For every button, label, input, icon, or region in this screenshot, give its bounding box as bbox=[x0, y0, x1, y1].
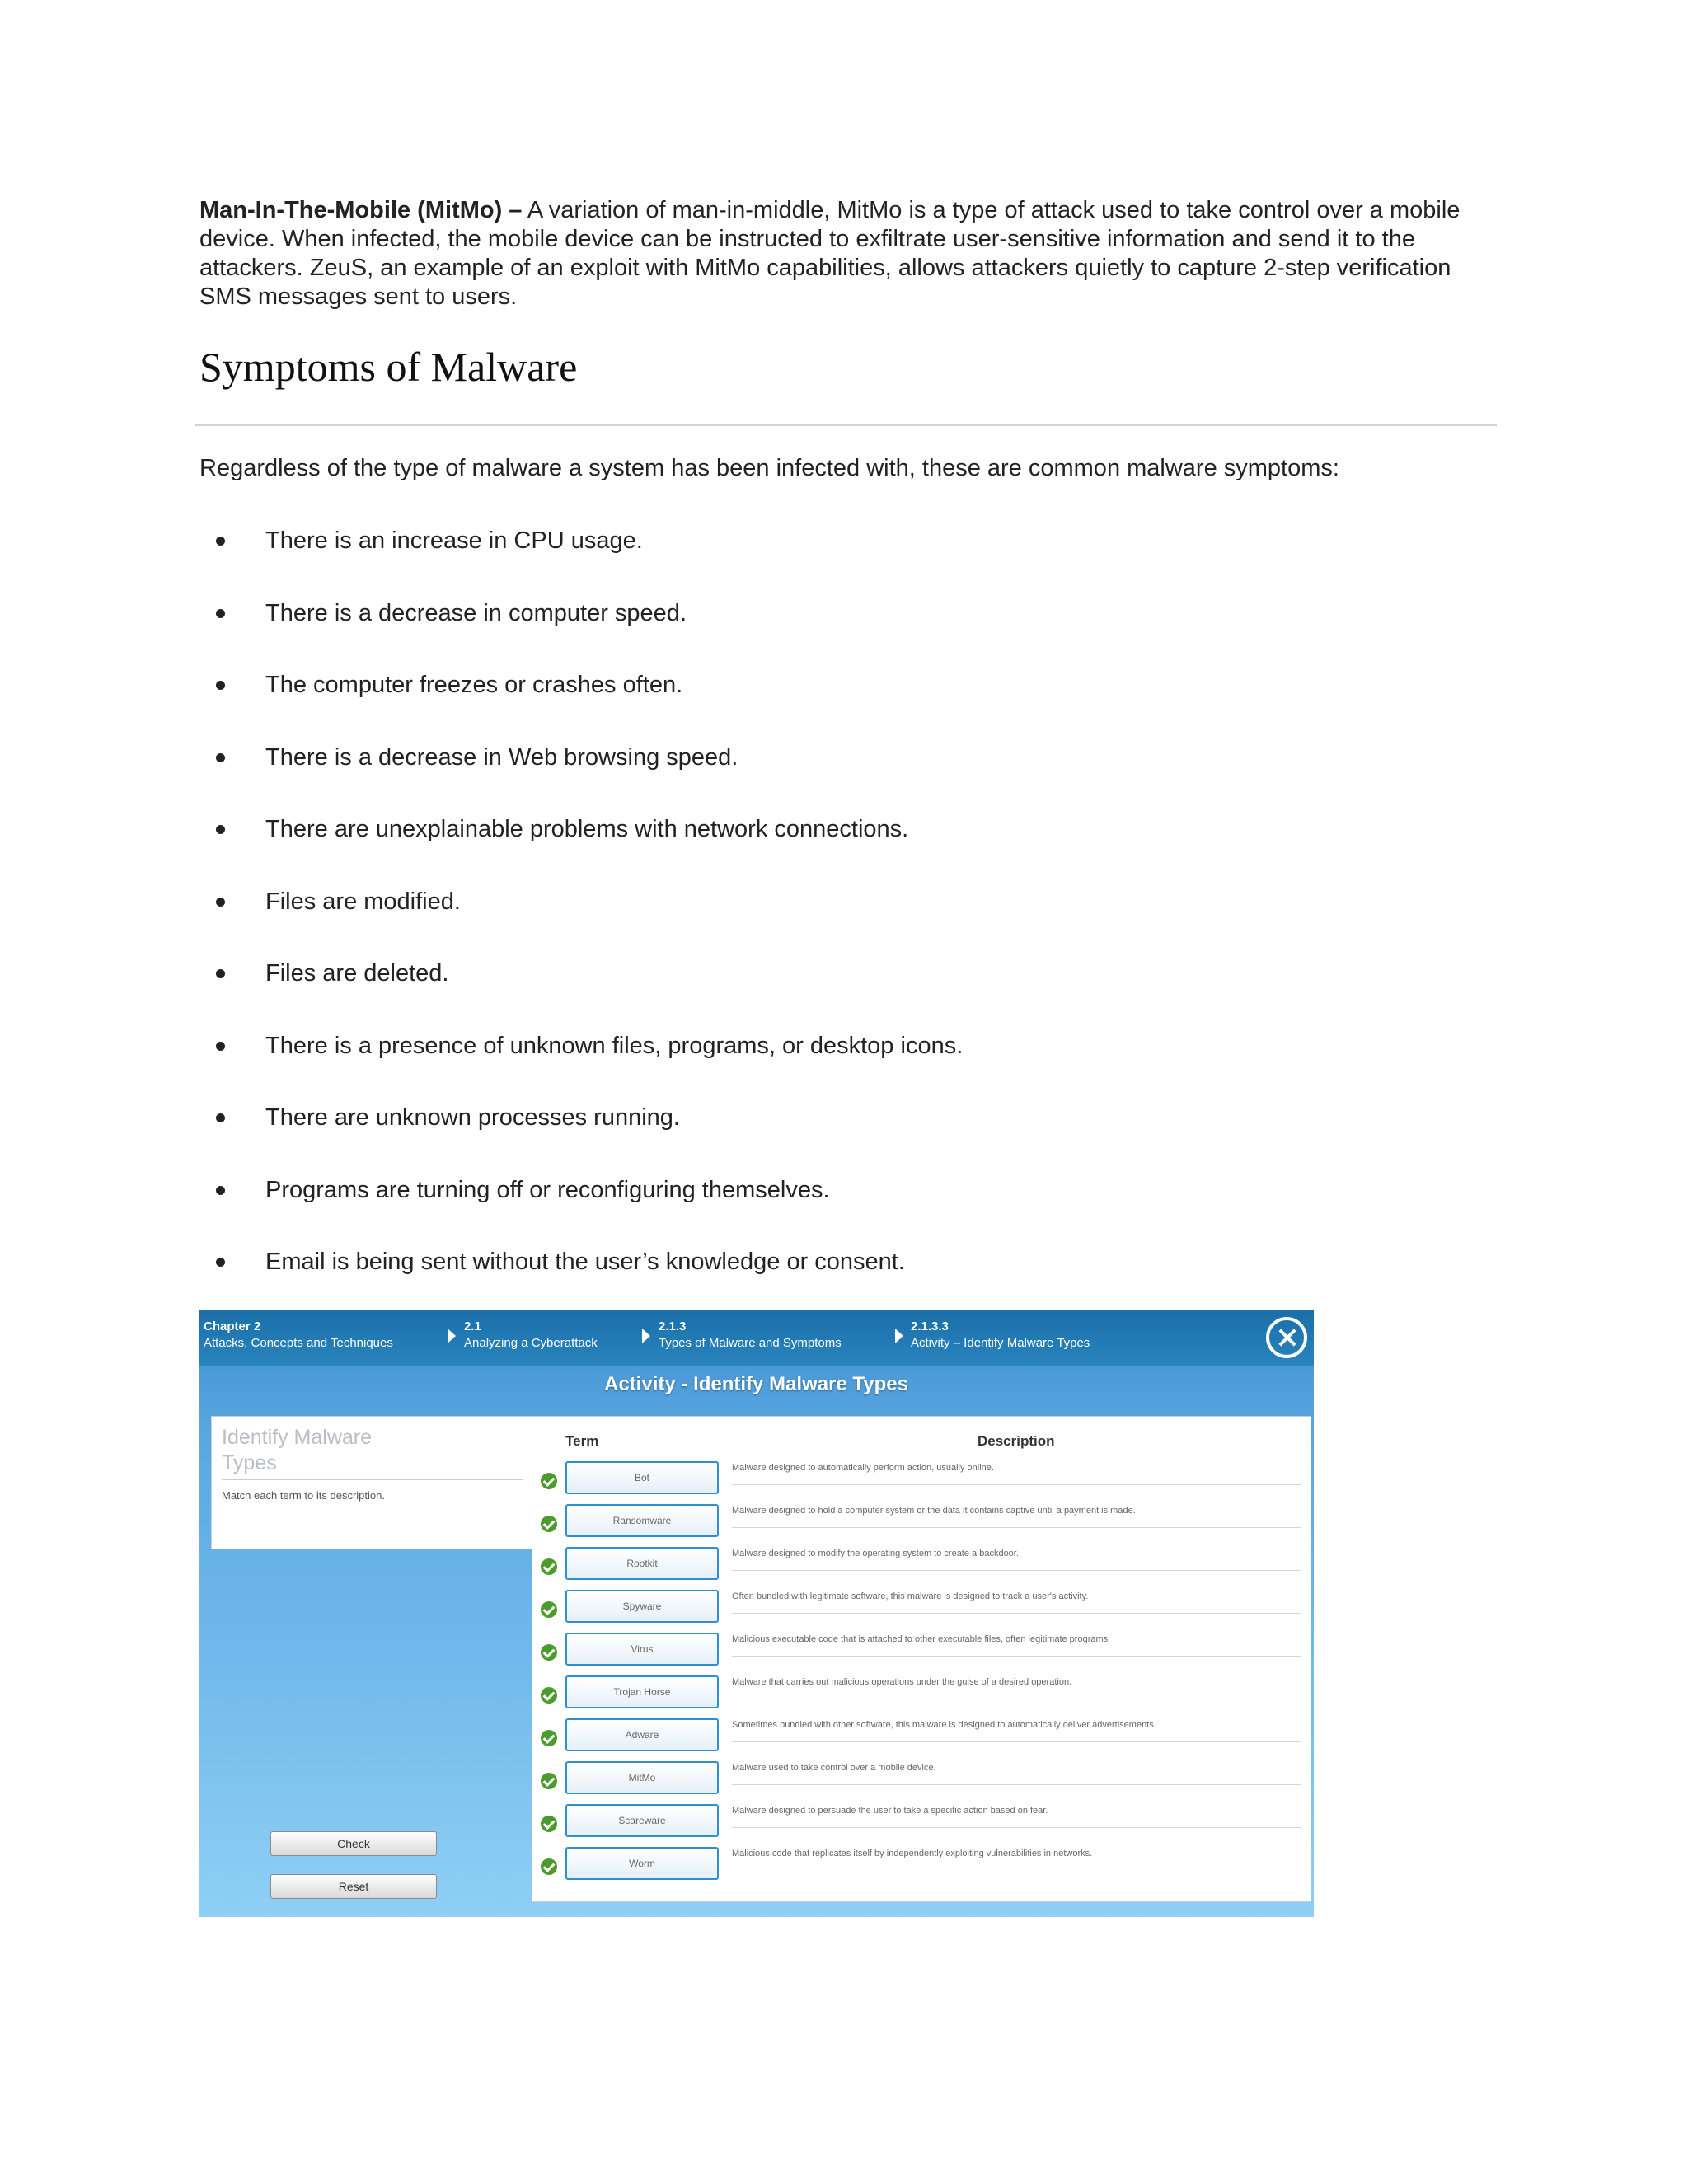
breadcrumb-section[interactable] bbox=[464, 1319, 598, 1352]
description-text: Malware used to take control over a mobile device. bbox=[732, 1763, 936, 1773]
check-button[interactable]: Check bbox=[270, 1831, 437, 1856]
term-button[interactable]: Worm bbox=[565, 1847, 719, 1880]
mitmo-description: A variation of man-in-middle, MitMo is a type of attack used to take control over a mobile device. When infected, the mobile device can be instructed to exfiltrate user-sensitive information and send it to the attackers. ZeuS, an example of an exploit with MitMo capabilities, allows attackers quietly to capture 2-step verification SMS messages sent to users. bbox=[199, 197, 1461, 310]
bullet-icon bbox=[216, 753, 225, 762]
symptoms-list bbox=[199, 521, 963, 1315]
symptoms-lead: Regardless of the type of malware a system has been infected with, these are common malware symptoms: bbox=[199, 455, 1339, 481]
symptom-item bbox=[199, 738, 963, 810]
bullet-icon bbox=[216, 609, 225, 618]
term-button[interactable]: Bot bbox=[565, 1461, 719, 1494]
breadcrumb-bar bbox=[199, 1310, 1314, 1366]
term-button[interactable]: Rootkit bbox=[565, 1547, 719, 1580]
term-button[interactable]: Ransomware bbox=[565, 1504, 719, 1537]
bullet-icon bbox=[216, 681, 225, 690]
breadcrumb-number: 2.1.3 bbox=[659, 1319, 687, 1333]
breadcrumb-chapter[interactable] bbox=[204, 1319, 393, 1352]
breadcrumb-topic[interactable] bbox=[659, 1319, 842, 1352]
symptom-item bbox=[199, 1098, 963, 1170]
row-divider bbox=[732, 1741, 1301, 1742]
row-divider bbox=[732, 1827, 1301, 1828]
description-text: Malware designed to modify the operating system to create a backdoor. bbox=[732, 1549, 1019, 1558]
row-divider bbox=[732, 1656, 1301, 1657]
bullet-icon bbox=[216, 1113, 225, 1122]
instruction-panel bbox=[211, 1416, 534, 1549]
activity-title: Activity - Identify Malware Types bbox=[604, 1373, 908, 1395]
breadcrumb-label: Activity – Identify Malware Types bbox=[911, 1336, 1090, 1350]
breadcrumb-label: Analyzing a Cyberattack bbox=[464, 1336, 598, 1350]
activity-screenshot bbox=[199, 1310, 1314, 1917]
check-icon bbox=[541, 1558, 557, 1575]
breadcrumb-arrow-icon bbox=[895, 1329, 903, 1343]
table-row bbox=[532, 1588, 1311, 1629]
breadcrumb-number: Chapter 2 bbox=[204, 1319, 261, 1333]
table-row bbox=[532, 1460, 1311, 1501]
term-button[interactable]: Scareware bbox=[565, 1804, 719, 1837]
check-icon bbox=[541, 1687, 557, 1704]
table-row bbox=[532, 1674, 1311, 1715]
bullet-icon bbox=[216, 1042, 225, 1051]
check-icon bbox=[541, 1644, 557, 1661]
description-text: Malware designed to persuade the user to take a specific action based on fear. bbox=[732, 1806, 1048, 1816]
symptom-item bbox=[199, 593, 963, 666]
table-row bbox=[532, 1845, 1311, 1886]
term-button[interactable]: MitMo bbox=[565, 1761, 719, 1794]
mitmo-paragraph bbox=[199, 196, 1485, 312]
table-row bbox=[532, 1717, 1311, 1758]
symptom-item bbox=[199, 521, 963, 593]
table-row bbox=[532, 1545, 1311, 1586]
panel-title: Identify Malware Types bbox=[222, 1426, 373, 1474]
check-icon bbox=[541, 1858, 557, 1875]
close-icon[interactable] bbox=[1266, 1317, 1307, 1358]
symptom-text: There is a decrease in Web browsing speed. bbox=[265, 743, 738, 771]
description-header: Description bbox=[978, 1433, 1055, 1449]
table-row bbox=[532, 1760, 1311, 1801]
match-table bbox=[532, 1416, 1311, 1902]
symptom-text: There is an increase in CPU usage. bbox=[265, 527, 643, 554]
row-divider bbox=[732, 1527, 1301, 1528]
symptom-text: Files are modified. bbox=[265, 888, 461, 915]
symptom-text: Files are deleted. bbox=[265, 960, 449, 987]
row-divider bbox=[732, 1613, 1301, 1614]
symptom-item bbox=[199, 882, 963, 954]
symptom-item bbox=[199, 809, 963, 882]
breadcrumb-label: Attacks, Concepts and Techniques bbox=[204, 1336, 393, 1350]
symptom-text: There are unknown processes running. bbox=[265, 1104, 680, 1131]
term-button[interactable]: Virus bbox=[565, 1633, 719, 1666]
reset-button[interactable]: Reset bbox=[270, 1874, 437, 1899]
check-icon bbox=[541, 1473, 557, 1489]
heading-divider bbox=[195, 424, 1497, 426]
term-button[interactable]: Adware bbox=[565, 1718, 719, 1751]
panel-divider bbox=[222, 1479, 523, 1480]
row-divider bbox=[732, 1484, 1301, 1485]
symptom-item bbox=[199, 954, 963, 1026]
bullet-icon bbox=[216, 898, 225, 907]
table-row bbox=[532, 1631, 1311, 1672]
breadcrumb-arrow-icon bbox=[642, 1329, 650, 1343]
term-button[interactable]: Trojan Horse bbox=[565, 1675, 719, 1708]
description-text: Often bundled with legitimate software, this malware is designed to track a user's activity. bbox=[732, 1591, 1089, 1601]
symptom-item bbox=[199, 1242, 963, 1315]
description-text: Malware designed to hold a computer system or the data it contains captive until a payment is made. bbox=[732, 1506, 1136, 1516]
symptom-item bbox=[199, 1170, 963, 1243]
section-heading: Symptoms of Malware bbox=[199, 344, 578, 390]
breadcrumb-number: 2.1 bbox=[464, 1319, 481, 1333]
description-text: Malware designed to automatically perform action, usually online. bbox=[732, 1463, 994, 1473]
symptom-text: There are unexplainable problems with network connections. bbox=[265, 816, 909, 842]
bullet-icon bbox=[216, 825, 225, 834]
symptom-text: Programs are turning off or reconfiguring themselves. bbox=[265, 1176, 830, 1203]
table-row bbox=[532, 1502, 1311, 1544]
breadcrumb-activity[interactable] bbox=[911, 1319, 1090, 1352]
symptom-text: The computer freezes or crashes often. bbox=[265, 672, 683, 698]
table-row bbox=[532, 1802, 1311, 1844]
check-icon bbox=[541, 1773, 557, 1789]
check-icon bbox=[541, 1816, 557, 1832]
breadcrumb-label: Types of Malware and Symptoms bbox=[659, 1336, 842, 1350]
breadcrumb-arrow-icon bbox=[448, 1329, 456, 1343]
mitmo-term: Man-In-The-Mobile (MitMo) – bbox=[199, 197, 523, 223]
row-divider bbox=[732, 1784, 1301, 1785]
bullet-icon bbox=[216, 969, 225, 978]
check-icon bbox=[541, 1601, 557, 1618]
symptom-item bbox=[199, 665, 963, 738]
panel-instruction: Match each term to its description. bbox=[222, 1489, 385, 1502]
bullet-icon bbox=[216, 1258, 225, 1267]
check-icon bbox=[541, 1730, 557, 1746]
row-divider bbox=[732, 1570, 1301, 1571]
term-header: Term bbox=[565, 1433, 599, 1449]
symptom-text: Email is being sent without the user’s knowledge or consent. bbox=[265, 1249, 905, 1275]
description-text: Malware that carries out malicious operations under the guise of a desired operation. bbox=[732, 1677, 1072, 1687]
check-icon bbox=[541, 1516, 557, 1532]
description-text: Malicious code that replicates itself by independently exploiting vulnerabilities in networks. bbox=[732, 1849, 1093, 1858]
symptom-text: There is a decrease in computer speed. bbox=[265, 599, 687, 626]
bullet-icon bbox=[216, 1186, 225, 1195]
term-button[interactable]: Spyware bbox=[565, 1590, 719, 1623]
bullet-icon bbox=[216, 537, 225, 546]
breadcrumb-number: 2.1.3.3 bbox=[911, 1319, 949, 1333]
description-text: Malicious executable code that is attached to other executable files, often legitimate programs. bbox=[732, 1634, 1111, 1644]
symptom-item bbox=[199, 1026, 963, 1099]
description-text: Sometimes bundled with other software, this malware is designed to automatically deliver advertisements. bbox=[732, 1720, 1156, 1730]
symptom-text: There is a presence of unknown files, programs, or desktop icons. bbox=[265, 1032, 964, 1059]
